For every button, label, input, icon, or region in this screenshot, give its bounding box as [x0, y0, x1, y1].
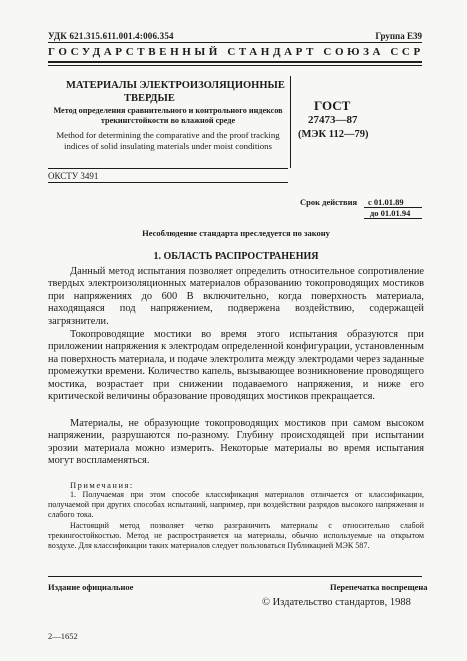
law-notice: Несоблюдение стандарта преследуется по закону — [142, 228, 330, 238]
reprint-label: Перепечатка воспрещена — [330, 582, 428, 592]
section-title: 1. ОБЛАСТЬ РАСПРОСТРАНЕНИЯ — [153, 251, 319, 262]
edition-label: Издание официальное — [48, 582, 134, 592]
gost-label: ГОСТ — [314, 98, 351, 113]
note-2: Настоящий метод позволяет четко разграничить материалы с относительно слабой трекингостойкостью. Метод не распространяется на материалы, обычно используемые на открытом воздухе. Для классификации таких материалов следует пользоваться Публикацией МЭК 587. — [48, 521, 424, 550]
gost-vertical-divider — [290, 76, 291, 168]
body-paragraph-2: Токопроводящие мостики во время этого испытания образуются при приложении напряжения к электродам определенной конфигурации, установленным на поверхность материала, и подаче электролита между электродами через заданные промежутки времени. Количество капель, вызывающее возникновение проводящего мостика, возрастает при снижении подаваемого напряжения, и ниже его критической величины образование проводящих мостиков прекращается. — [48, 329, 425, 403]
title-line-2: ТВЕРДЫЕ — [124, 93, 175, 104]
header-rule-thin — [48, 65, 422, 66]
oksty-rule-bottom — [48, 182, 288, 183]
body-paragraph-3: Материалы, не образующие токопроводящих мостиков при самом высоком напряжении, разрушаются по-разному. Глубину происходящей при испытании эрозии материала можно измерить. Некоторые материалы во время испытания могут воспламеняться. — [48, 418, 424, 467]
validity-underline-2 — [364, 218, 422, 219]
header-rule-top — [48, 42, 422, 43]
page-code: 2—1652 — [48, 631, 78, 641]
note-1: 1. Получаемая при этом способе классификация материалов отличается от классификации, получаемой при других способах испытаний, например, при воздействии разрядов высокого напряжения и слабого тока. — [48, 490, 424, 519]
subtitle-en: Method for determining the comparative and the proof tracking indices of solid insulating materials under moist conditions — [56, 130, 280, 151]
oksty-rule-top — [48, 168, 288, 169]
validity-to: до 01.01.94 — [370, 208, 411, 218]
body-paragraph-1: Данный метод испытания позволяет определить относительное сопротивление твердых электроизоляционных материалов образованию токопроводящих мостиков при напряжениях до 600 В включительно, когда поверхность материала, находящаяся под напряжением, подвержена воздействию, содержащей загрязнители. — [48, 266, 424, 327]
group-code: Группа Е39 — [375, 31, 422, 41]
notes-title: Примечания: — [70, 480, 134, 490]
validity-label: Срок действия — [300, 197, 358, 207]
iec-number: (МЭК 112—79) — [298, 129, 369, 140]
footer-rule — [48, 576, 422, 577]
header-rule-thick — [48, 61, 422, 63]
title-line-1: МАТЕРИАЛЫ ЭЛЕКТРОИЗОЛЯЦИОННЫЕ — [66, 80, 285, 91]
copyright: © Издательство стандартов, 1988 — [262, 597, 411, 608]
state-standard-banner: ГОСУДАРСТВЕННЫЙ СТАНДАРТ СОЮЗА ССР — [48, 46, 424, 58]
subtitle-ru: Метод определения сравнительного и контрольного индексов трекингстойкости во влажной среде — [53, 106, 283, 125]
gost-number: 27473—87 — [308, 114, 358, 126]
validity-from: с 01.01.89 — [368, 197, 404, 207]
udk-code: УДК 621.315.611.001.4:006.354 — [48, 31, 174, 41]
oksty-code: ОКСТУ 3491 — [48, 171, 99, 181]
